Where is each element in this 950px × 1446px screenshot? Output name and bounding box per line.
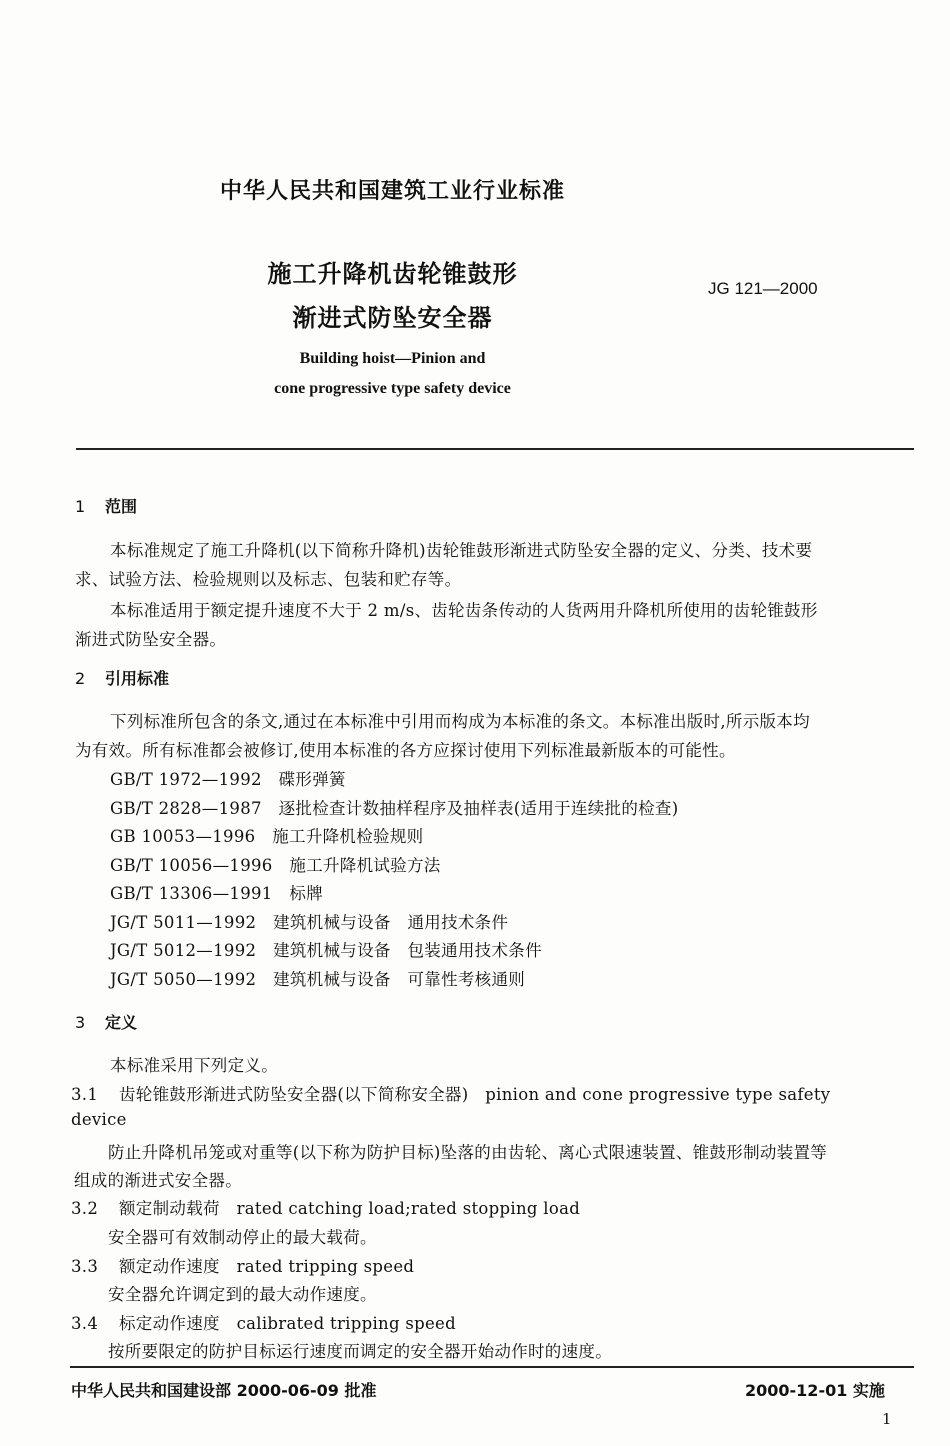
- header-divider: [76, 448, 914, 450]
- definition-3-1-heading: 3.1 齿轮锥鼓形渐进式防坠安全器(以下简称安全器) pinion and cone progressive type safety: [71, 1085, 831, 1104]
- doc-title-line2: 渐进式防坠安全器: [292, 304, 493, 332]
- section-1-para2-line2: 渐进式防坠安全器。: [75, 630, 227, 649]
- section-1-heading: 1 范围: [75, 497, 138, 516]
- english-title-line1: Building hoist—Pinion and: [299, 350, 486, 367]
- footer-divider: [70, 1366, 914, 1368]
- section-1-para2-line1: 本标准适用于额定提升速度不大于 2 m/s、齿轮齿条传动的人货两用升降机所使用的齿轮锥鼓形: [110, 601, 818, 620]
- standard-number: JG 121—2000: [708, 279, 818, 298]
- section-2-para1-line1: 下列标准所包含的条文,通过在本标准中引用而构成为本标准的条文。本标准出版时,所示版本均: [110, 712, 810, 731]
- effective-date: 2000-12-01 实施: [745, 1381, 885, 1400]
- reference-item: GB/T 13306—1991 标牌: [110, 884, 323, 903]
- approval-statement: 中华人民共和国建设部 2000-06-09 批准: [71, 1381, 377, 1400]
- definition-3-2-text: 安全器可有效制动停止的最大载荷。: [108, 1228, 377, 1247]
- english-title-line2: cone progressive type safety device: [274, 380, 511, 397]
- section-3-intro: 本标准采用下列定义。: [110, 1056, 278, 1075]
- org-title: 中华人民共和国建筑工业行业标准: [219, 179, 565, 204]
- reference-item: GB 10053—1996 施工升降机检验规则: [110, 827, 424, 846]
- definition-3-4-text: 按所要限定的防护目标运行速度而调定的安全器开始动作时的速度。: [108, 1342, 612, 1361]
- definition-3-3-text: 安全器允许调定到的最大动作速度。: [108, 1285, 377, 1304]
- reference-item: GB/T 10056—1996 施工升降机试验方法: [110, 856, 441, 875]
- definition-3-1-line1: 防止升降机吊笼或对重等(以下称为防护目标)坠落的由齿轮、离心式限速装置、锥鼓形制动装置等: [108, 1143, 828, 1162]
- definition-3-4-heading: 3.4 标定动作速度 calibrated tripping speed: [71, 1314, 456, 1333]
- reference-item: JG/T 5011—1992 建筑机械与设备 通用技术条件: [110, 913, 509, 932]
- section-3-heading: 3 定义: [75, 1013, 138, 1032]
- section-1-para1-line1: 本标准规定了施工升降机(以下简称升降机)齿轮锥鼓形渐进式防坠安全器的定义、分类、技术要: [110, 541, 813, 560]
- definition-3-1-line2: 组成的渐进式安全器。: [74, 1171, 242, 1190]
- reference-item: JG/T 5050—1992 建筑机械与设备 可靠性考核通则: [110, 970, 526, 989]
- definition-3-3-heading: 3.3 额定动作速度 rated tripping speed: [71, 1257, 415, 1276]
- page-number: 1: [882, 1410, 892, 1428]
- definition-3-2-heading: 3.2 额定制动载荷 rated catching load;rated stopping load: [71, 1199, 581, 1218]
- section-2-heading: 2 引用标准: [75, 669, 170, 688]
- definition-3-1-heading-cont: device: [71, 1110, 127, 1129]
- section-1-para1-line2: 求、试验方法、检验规则以及标志、包装和贮存等。: [75, 570, 462, 589]
- reference-item: JG/T 5012—1992 建筑机械与设备 包装通用技术条件: [110, 941, 542, 960]
- reference-item: GB/T 2828—1987 逐批检查计数抽样程序及抽样表(适用于连续批的检查): [110, 799, 679, 818]
- doc-title-line1: 施工升降机齿轮锥鼓形: [267, 260, 518, 288]
- reference-item: GB/T 1972—1992 碟形弹簧: [110, 770, 346, 789]
- section-2-para1-line2: 为有效。所有标准都会被修订,使用本标准的各方应探讨使用下列标准最新版本的可能性。: [75, 741, 736, 760]
